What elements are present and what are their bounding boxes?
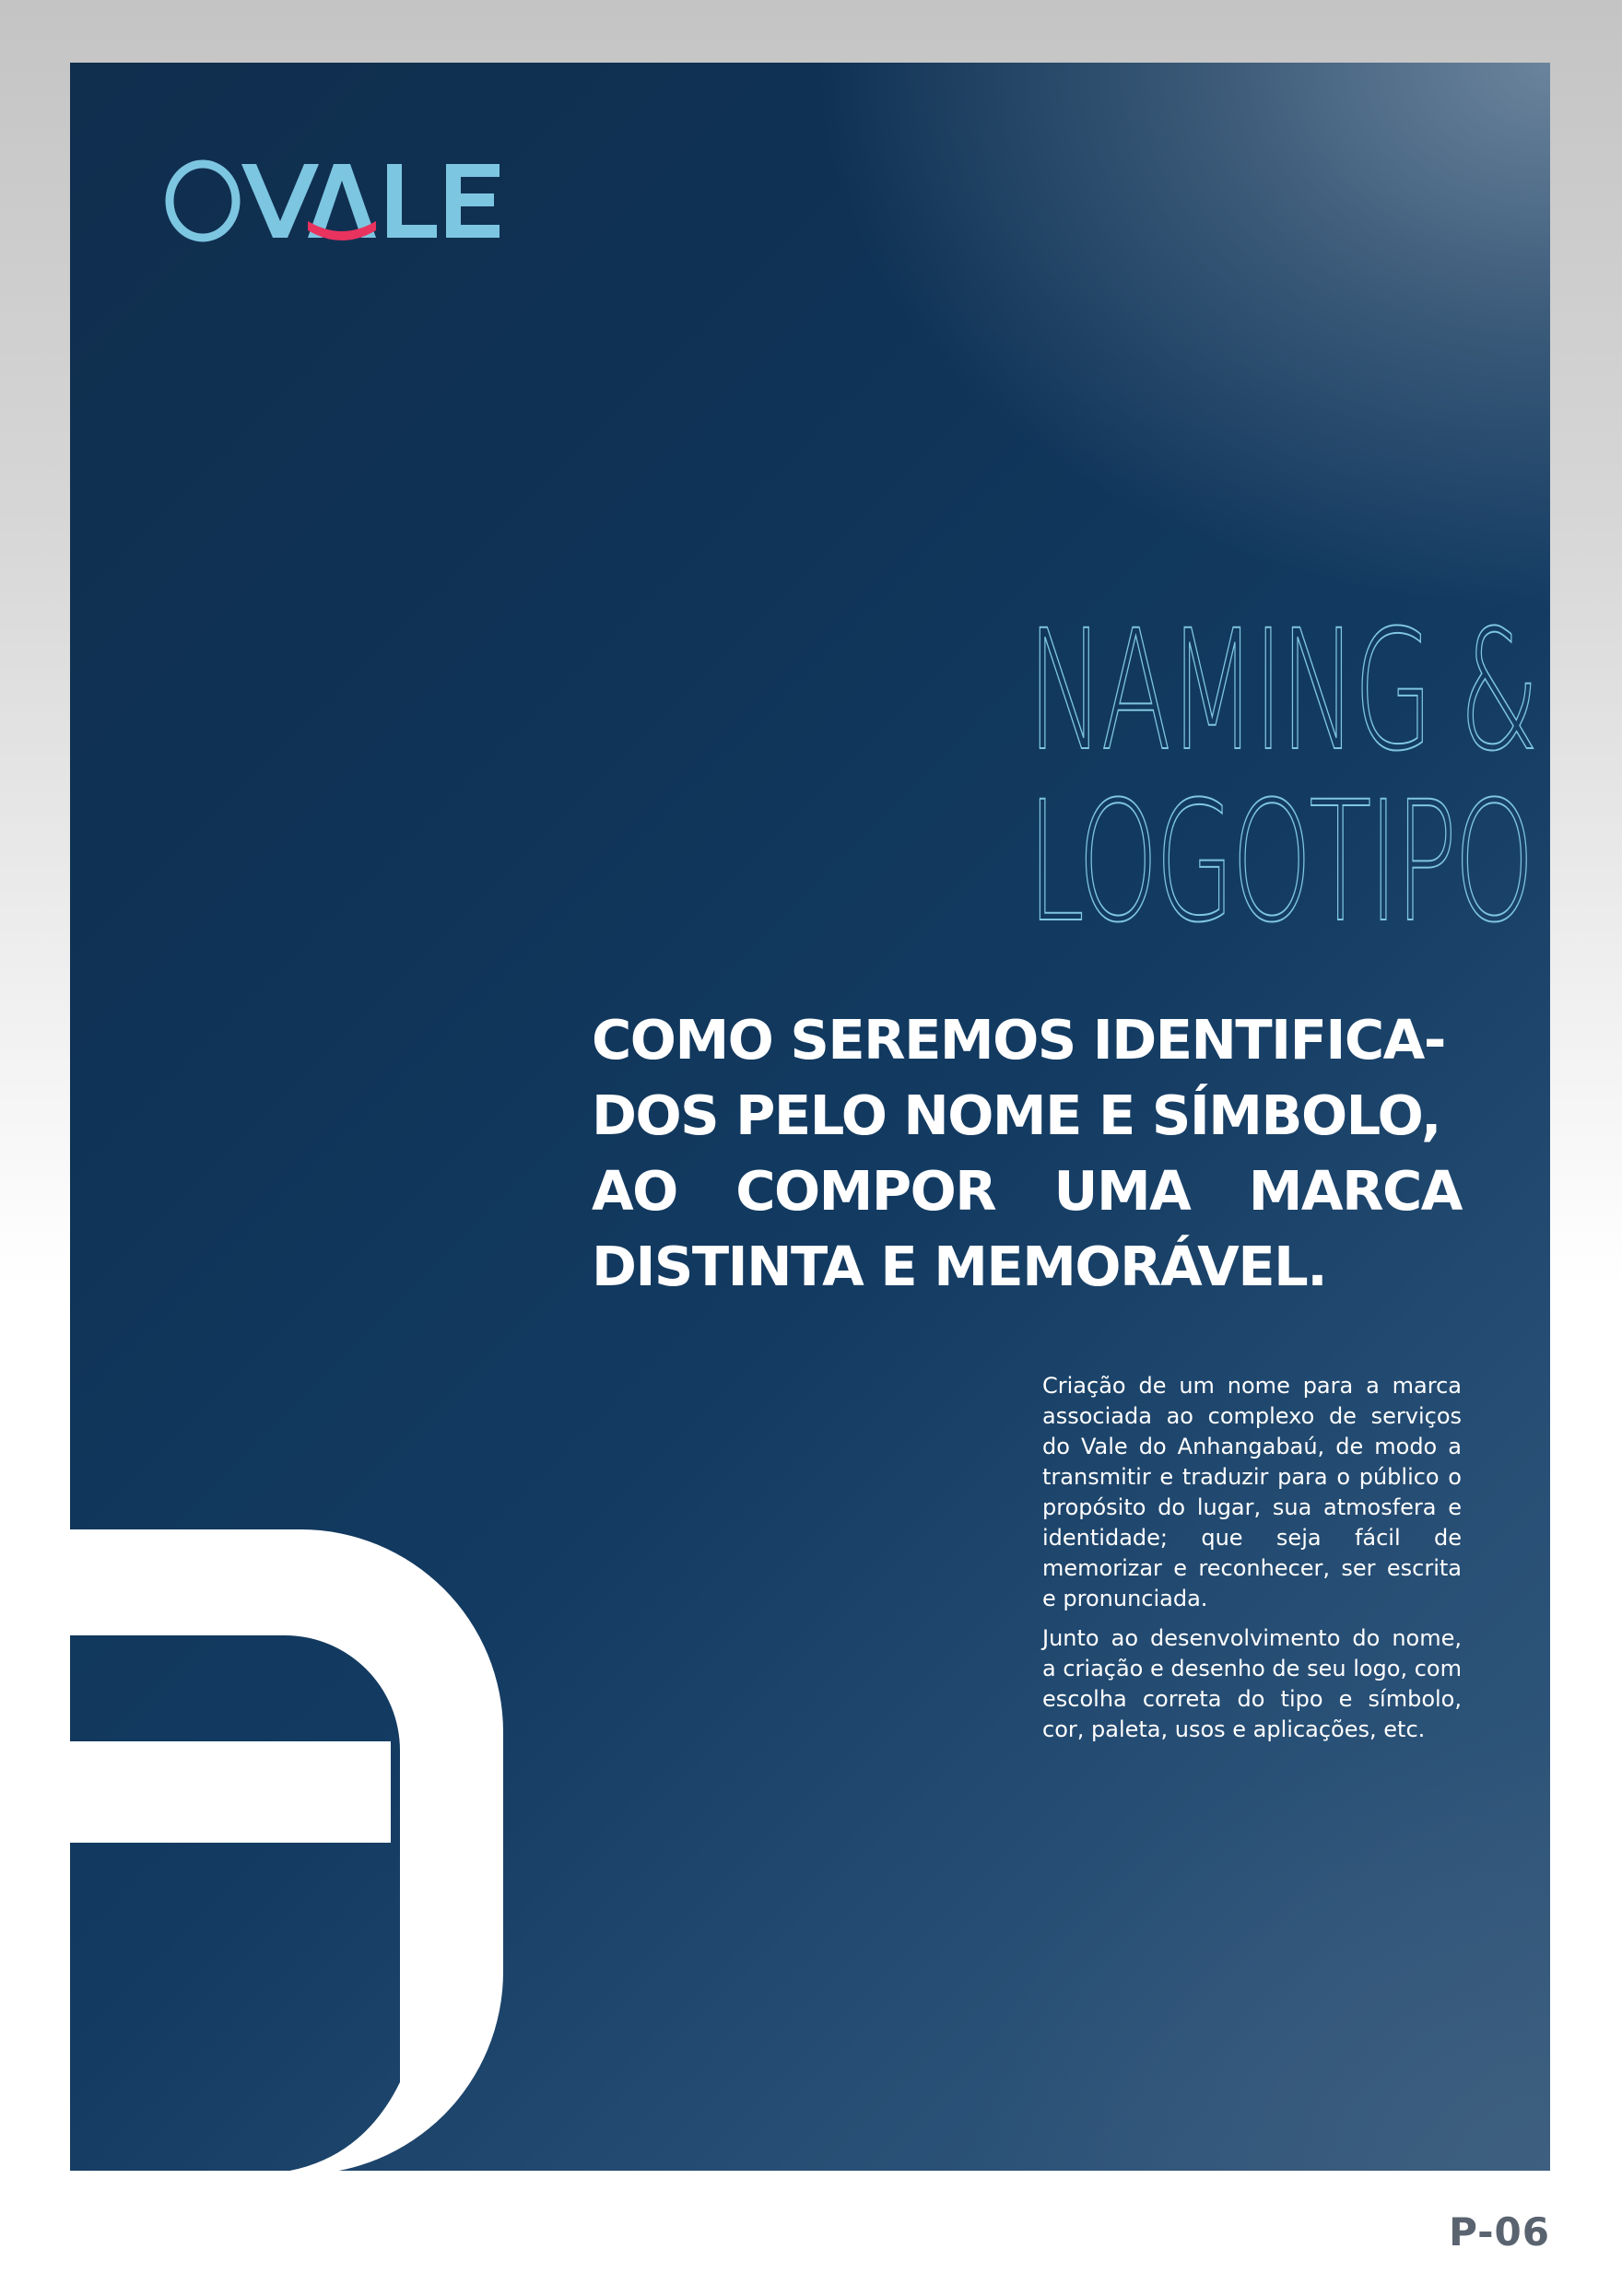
page-number: P-06 (1449, 2209, 1550, 2255)
headline-line-2: DOS PELO NOME E SÍMBOLO, (592, 1084, 1440, 1147)
headline-line-3 (592, 1154, 1462, 1229)
headline-word: MARCA (1248, 1159, 1462, 1223)
large-a-symbol-shape (70, 1529, 531, 2171)
section-title (1027, 595, 1536, 959)
headline-word: UMA (1053, 1159, 1191, 1223)
body-paragraph-1: Criação de um nome para a marca associada ao complexo de serviços do Vale do Anhangabaú, de modo a transmitir e traduzir para o público o propósito do lugar, sua atmosfera e identidade; que seja fácil de memorizar e reconhecer, ser escrita e pronunciada. (1042, 1373, 1462, 1611)
brochure-page (70, 63, 1550, 2171)
body-paragraph-2: Junto ao desenvolvimento do nome, a criação e desenho de seu logo, com escolha correta do tipo e símbolo, cor, paleta, usos e aplicações, etc. (1042, 1625, 1462, 1742)
large-a-symbol (70, 1529, 531, 2171)
ovale-logo (162, 155, 512, 247)
title-line-1: NAMING & (1027, 595, 1536, 788)
headline-word: COMPOR (735, 1159, 996, 1223)
headline (592, 1002, 1462, 1305)
headline-word: AO (592, 1159, 677, 1223)
headline-line-1: COMO SEREMOS IDENTIFICA- (592, 1008, 1445, 1072)
body-copy (1042, 1371, 1462, 1754)
headline-line-4: DISTINTA E MEMORÁVEL. (592, 1235, 1327, 1298)
ovale-logo-mark (162, 155, 512, 247)
title-line-2: LOGOTIPO (1027, 767, 1532, 959)
